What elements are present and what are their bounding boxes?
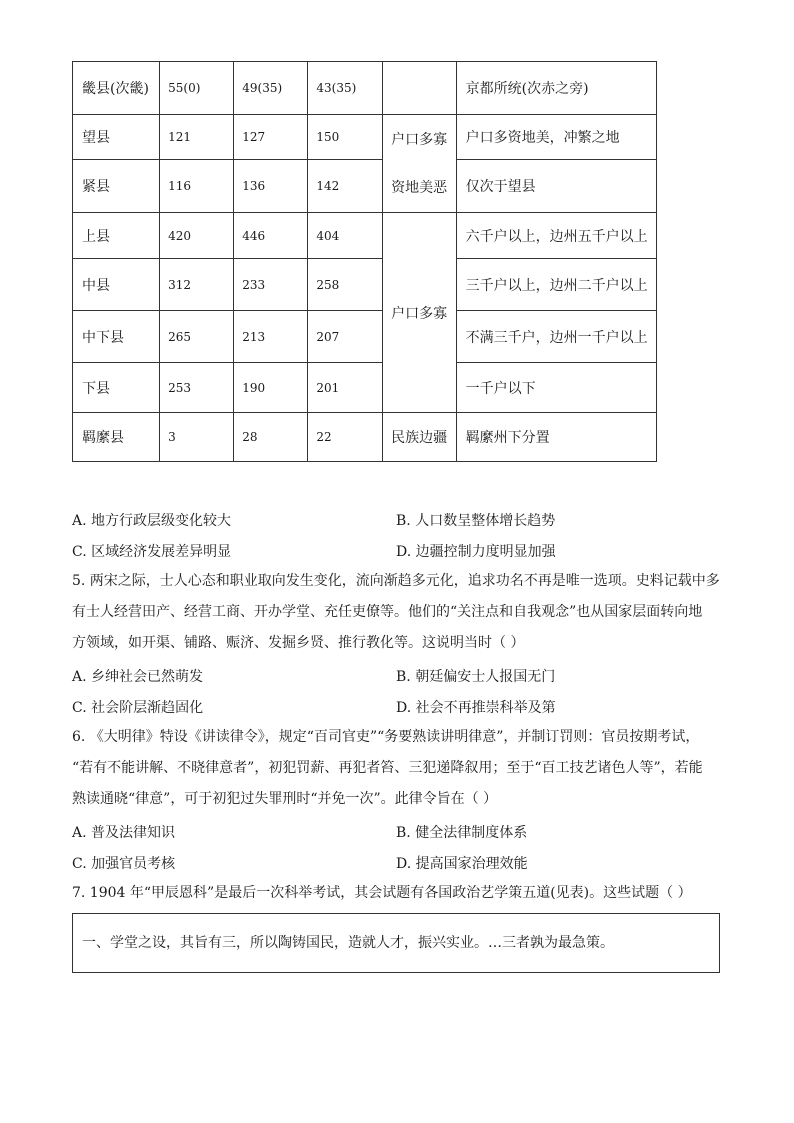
question-7-stem: [72, 878, 724, 909]
question-line: 6. 《大明律》特设《讲读律令》，规定“百司官吏”“务要熟读讲明律意”，并制订罚则：官员按期考试，: [72, 729, 700, 745]
table-cell: 上县: [73, 213, 160, 259]
table-cell: 3: [160, 413, 234, 462]
table-cell: 121: [160, 115, 234, 160]
option-b[interactable]: B. 健全法律制度体系: [396, 825, 528, 841]
table-cell: 民族边疆: [382, 413, 456, 462]
table-cell: 28: [234, 413, 308, 462]
table-cell: 55(0): [160, 62, 234, 115]
merged-criteria-cell: [382, 115, 456, 213]
table-cell: 中下县: [73, 311, 160, 363]
criteria-line: 资地美恶: [391, 179, 448, 196]
merged-hukou-cell: 户口多寡: [382, 213, 456, 413]
table-cell: 不满三千户，边州一千户以上: [456, 311, 656, 363]
table-cell: 201: [308, 363, 382, 413]
option-d[interactable]: D. 提高国家治理效能: [396, 856, 528, 872]
table-cell: 43(35): [308, 62, 382, 115]
table-cell: 京都所统(次赤之旁): [456, 62, 656, 115]
option-d[interactable]: D. 边疆控制力度明显加强: [396, 544, 556, 560]
table-cell: 253: [160, 363, 234, 413]
table-cell: 六千户以上，边州五千户以上: [456, 213, 656, 259]
question-line: “若有不能讲解、不晓律意者”，初犯罚薪、再犯者笞、三犯递降叙用；至于“百工技艺诸色人等”，若能: [72, 760, 703, 776]
table-row: [73, 115, 657, 160]
table-row: [73, 311, 657, 363]
table-cell: 446: [234, 213, 308, 259]
table-cell: 127: [234, 115, 308, 160]
table-cell: 312: [160, 259, 234, 311]
table-cell: 三千户以上，边州二千户以上: [456, 259, 656, 311]
table-cell: 142: [308, 160, 382, 213]
table-cell: 420: [160, 213, 234, 259]
table-cell: 紧县: [73, 160, 160, 213]
question-5-stem: [72, 566, 724, 659]
question-line: 7. 1904 年“甲辰恩科”是最后一次科举考试，其会试题有各国政治艺学策五道(见表)。这些试题（ ）: [72, 885, 692, 901]
table-cell: 207: [308, 311, 382, 363]
table-cell: 羁縻县: [73, 413, 160, 462]
table-cell: 畿县(次畿): [73, 62, 160, 115]
option-a[interactable]: A. 地方行政层级变化较大: [72, 513, 232, 529]
county-table: [72, 61, 657, 462]
option-b[interactable]: B. 人口数呈整体增长趋势: [396, 513, 556, 529]
table-row: [73, 160, 657, 213]
table-cell: 49(35): [234, 62, 308, 115]
table-row: [73, 62, 657, 115]
table-cell: 22: [308, 413, 382, 462]
table-cell: 下县: [73, 363, 160, 413]
table-cell: 404: [308, 213, 382, 259]
option-c[interactable]: C. 加强官员考核: [72, 856, 176, 872]
table-cell: 中县: [73, 259, 160, 311]
table-cell: 望县: [73, 115, 160, 160]
table-cell: 265: [160, 311, 234, 363]
table-row: [73, 213, 657, 259]
exam-topic-box: 一、学堂之设，其旨有三，所以陶铸国民，造就人才，振兴实业。…三者孰为最急策。: [72, 913, 720, 973]
question-line: 熟读通晓“律意”，可于初犯过失罪刑时“并免一次”。此律令旨在（ ）: [72, 791, 498, 807]
question-6-stem: [72, 722, 724, 815]
table-row: [73, 363, 657, 413]
table-cell: 258: [308, 259, 382, 311]
table-cell: 190: [234, 363, 308, 413]
option-c[interactable]: C. 社会阶层渐趋固化: [72, 700, 204, 716]
question-line: 方领域，如开渠、铺路、赈济、发掘乡贤、推行教化等。这说明当时（ ）: [72, 635, 525, 651]
table-cell: [382, 62, 456, 115]
table-cell: 户口多资地美，冲繁之地: [456, 115, 656, 160]
option-a[interactable]: A. 普及法律知识: [72, 825, 176, 841]
table-cell: 150: [308, 115, 382, 160]
table-cell: 136: [234, 160, 308, 213]
option-d[interactable]: D. 社会不再推崇科举及第: [396, 700, 556, 716]
option-c[interactable]: C. 区域经济发展差异明显: [72, 544, 232, 560]
table-row: [73, 259, 657, 311]
table-cell: 233: [234, 259, 308, 311]
option-b[interactable]: B. 朝廷偏安士人报国无门: [396, 669, 556, 685]
question-line: 5. 两宋之际，士人心态和职业取向发生变化，流向渐趋多元化，追求功名不再是唯一选项。史料记载中多: [72, 573, 720, 589]
option-a[interactable]: A. 乡绅社会已然萌发: [72, 669, 204, 685]
table-row: [73, 413, 657, 462]
table-cell: 一千户以下: [456, 363, 656, 413]
table-cell: 羁縻州下分置: [456, 413, 656, 462]
criteria-line: 户口多寡: [391, 131, 448, 148]
question-line: 有士人经营田产、经营工商、开办学堂、充任吏僚等。他们的“关注点和自我观念”也从国家层面转向地: [72, 604, 703, 620]
table-cell: 116: [160, 160, 234, 213]
table-cell: 213: [234, 311, 308, 363]
table-cell: 仅次于望县: [456, 160, 656, 213]
